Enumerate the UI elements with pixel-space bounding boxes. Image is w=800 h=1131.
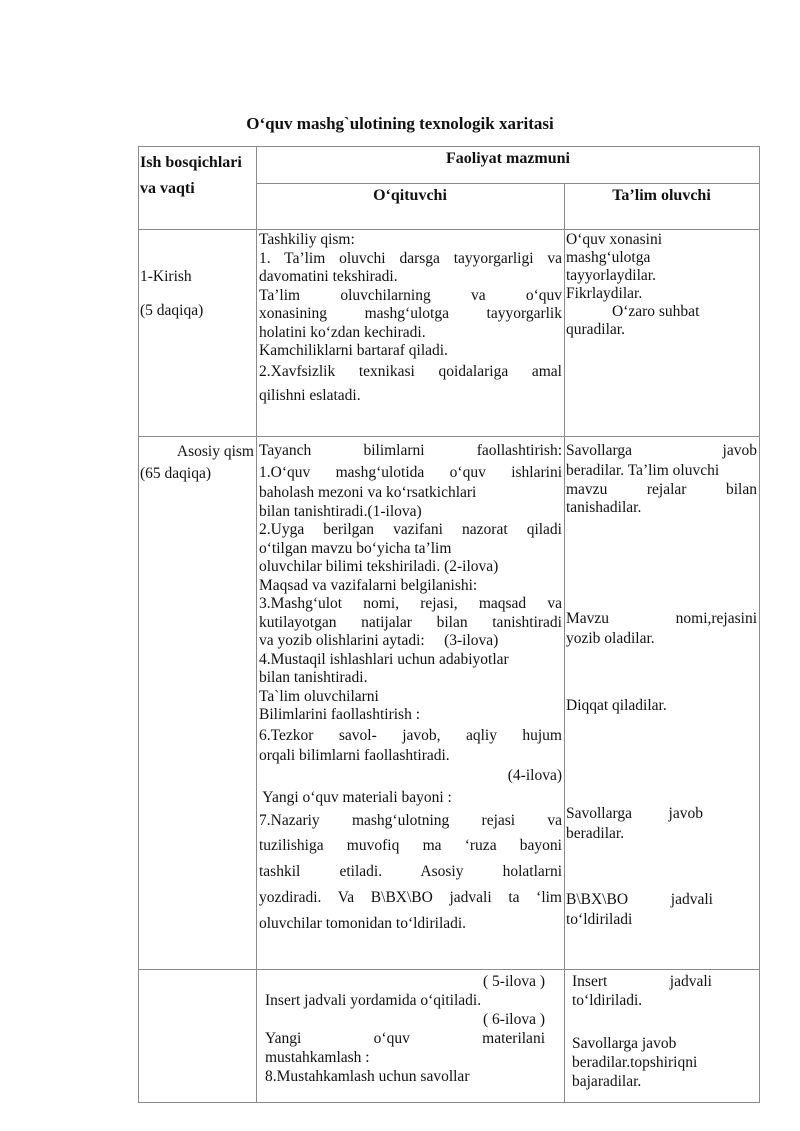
- row-2-teacher: [259, 440, 562, 937]
- text-line: xonasining mashg‘ulotga tayyorgarlik: [259, 305, 562, 322]
- text-line: Yangi o‘quv materiali bayoni :: [259, 789, 452, 806]
- text-line: Ta`lim oluvchilarni: [259, 687, 379, 705]
- text-line: oluvchilar tomonidan to‘ldiriladi.: [259, 915, 467, 932]
- text-line: Tayanch bilimlarni faollashtirish:: [259, 442, 562, 459]
- header-teacher: O‘qituvchi: [373, 187, 447, 204]
- text-line: Yangi o‘quv materilani: [265, 1030, 545, 1047]
- text-line: B\BX\BO jadvali: [566, 891, 713, 908]
- text-line: tanishadilar.: [566, 499, 642, 516]
- header-student: Ta’lim oluvchi: [612, 187, 711, 204]
- header-activity: Faoliyat mazmuni: [446, 150, 570, 167]
- text-line: 1.O‘quv mashg‘ulotida o‘quv ishlarini: [259, 464, 562, 481]
- text-line: 2.Xavfsizlik texnikasi qoidalariga amal: [259, 362, 562, 380]
- text-line: bajaradilar.: [572, 1073, 642, 1090]
- text-line: mustahkamlash :: [265, 1049, 370, 1066]
- text-line: to‘ldiriladi: [566, 911, 633, 928]
- text-line: quradilar.: [566, 321, 625, 338]
- text-line: 7.Nazariy mashg‘ulotning rejasi va: [259, 812, 562, 829]
- row-3-teacher: [265, 972, 545, 1086]
- text-line: Bilimlarini faollashtirish :: [259, 706, 421, 723]
- row-1-teacher: [259, 231, 562, 409]
- text-line: 8.Mustahkamlash uchun savollar: [265, 1068, 470, 1085]
- text-line: O‘quv xonasini: [566, 231, 663, 248]
- text-line: tashkil etiladi. Asosiy holatlarni: [259, 863, 562, 880]
- text-line: 4.Mustaqil ishlashlari uchun adabiyotlar: [259, 650, 509, 668]
- row-3-student: [572, 972, 732, 1091]
- text-line: Tashkiliy qism:: [259, 231, 355, 248]
- text-line: o‘tilgan mavzu bo‘yicha ta’lim: [259, 539, 452, 557]
- text-line: ( 6-ilova ): [483, 1011, 545, 1028]
- text-line: Diqqat qiladilar.: [566, 697, 667, 714]
- text-line: 2.Uyga berilgan vazifani nazorat qiladi: [259, 521, 562, 538]
- text-line: orqali bilimlarni faollashtiradi.: [259, 746, 450, 764]
- row-2-student: [566, 440, 757, 928]
- text-line: beradilar.topshiriqni: [572, 1054, 698, 1071]
- text-line: bilan tanishtiradi.: [259, 669, 368, 686]
- text-line: Asosiy qism: [176, 443, 254, 460]
- text-line: beradilar. Ta’lim oluvchi: [566, 462, 720, 479]
- text-line: Ta’lim oluvchilarning va o‘quv: [259, 286, 562, 304]
- text-line: beradilar.: [566, 825, 625, 842]
- text-line: va yozib olishlarini aytadi: (3-ilova): [259, 632, 499, 649]
- text-line: oluvchilar bilimi tekshiriladi. (2-ilova): [259, 558, 499, 575]
- text-line: Insert jadvali: [572, 973, 712, 990]
- text-line: Insert jadvali yordamida o‘qitiladi.: [265, 992, 482, 1009]
- text-line: Mavzu nomi,rejasini: [566, 610, 757, 627]
- row-1-student: [566, 231, 757, 339]
- row-2-stage: [140, 441, 254, 485]
- text-line: tayyorlaydilar.: [566, 267, 656, 284]
- text-line: 6.Tezkor savol- javob, aqliy hujum: [259, 726, 562, 744]
- text-line: (65 daqiqa): [140, 465, 212, 482]
- text-line: mashg‘ulotga: [566, 249, 651, 266]
- text-line: 3.Mashg‘ulot nomi, rejasi, maqsad va: [259, 595, 562, 612]
- text-line: Savollarga javob: [572, 1035, 677, 1052]
- text-line: qilishni eslatadi.: [259, 386, 361, 404]
- text-line: (5 daqiqa): [140, 302, 204, 319]
- text-line: (4-ilova): [507, 767, 562, 784]
- header-stages: Ish bosqichlari va vaqti: [140, 154, 242, 197]
- text-line: davomatini tekshiradi.: [259, 268, 398, 285]
- text-line: Kamchiliklarni bartaraf qiladi.: [259, 342, 448, 359]
- row-1-stage: [140, 264, 254, 324]
- text-line: holatini ko‘zdan kechiradi.: [259, 323, 426, 341]
- text-line: kutilayotgan natijalar bilan tanishtiradi: [259, 613, 562, 631]
- text-line: Fikrlaydilar.: [566, 285, 643, 302]
- text-line: O‘zaro suhbat: [612, 303, 700, 320]
- text-line: Savollarga javob: [566, 442, 757, 459]
- text-line: mavzu rejalar bilan: [566, 480, 757, 498]
- text-line: to‘ldiriladi.: [572, 992, 643, 1009]
- text-line: tuzilishiga muvofiq ma ‘ruza bayoni: [259, 837, 562, 854]
- text-line: 1. Ta’lim oluvchi darsga tayyorgarligi va: [259, 249, 562, 267]
- text-line: ( 5-ilova ): [483, 973, 545, 990]
- text-line: yozdiradi. Va B\BX\BO jadvali ta ‘lim: [259, 889, 562, 906]
- text-line: bilan tanishtiradi.(1-ilova): [259, 502, 422, 520]
- text-line: baholash mezoni va ko‘rsatkichlari: [259, 484, 477, 501]
- text-line: Maqsad va vazifalarni belgilanishi:: [259, 576, 478, 594]
- text-line: 1-Kirish: [140, 268, 192, 285]
- page-title: O‘quv mashg`ulotining texnologik xaritasi: [246, 114, 554, 133]
- text-line: Savollarga javob: [566, 805, 703, 822]
- text-line: yozib oladilar.: [566, 630, 655, 647]
